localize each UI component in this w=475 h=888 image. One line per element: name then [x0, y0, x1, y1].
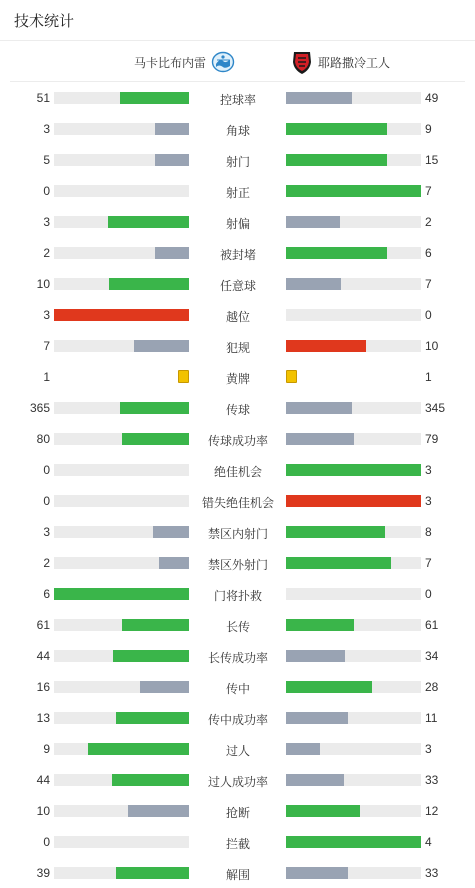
home-stat-bar: [54, 495, 189, 507]
home-stat-bar: [54, 340, 189, 352]
away-stat-bar: [286, 309, 421, 321]
away-stat-value: 3: [425, 463, 432, 477]
stat-row: [0, 268, 475, 299]
stat-row: [0, 671, 475, 702]
stat-row: [0, 423, 475, 454]
home-stat-bar-fill: [54, 588, 189, 600]
home-stat-bar: [54, 712, 189, 724]
stat-label: 过人成功率: [207, 775, 268, 789]
away-stat-bar-fill: [286, 867, 348, 879]
stat-label: 传球: [225, 403, 250, 417]
away-stat-value: 11: [425, 711, 438, 725]
away-stat-bar: [286, 495, 421, 507]
away-stat-value: 2: [425, 215, 432, 229]
home-stat-bar-fill: [159, 557, 189, 569]
home-stat-bar: [54, 154, 189, 166]
away-team[interactable]: [290, 49, 390, 75]
home-stat-value: 5: [43, 153, 50, 167]
stat-label: 解围: [225, 868, 250, 882]
stat-label: 禁区外射门: [207, 558, 268, 572]
away-stat-bar: [286, 743, 421, 755]
stat-row: [0, 733, 475, 764]
away-stat-value: 8: [425, 525, 432, 539]
stats-list: [0, 82, 475, 888]
home-stat-bar: [54, 805, 189, 817]
away-stat-value: 61: [425, 618, 439, 632]
stat-row: [0, 361, 475, 392]
home-stat-value: 2: [43, 246, 50, 260]
away-stat-value: 12: [425, 804, 439, 818]
away-stat-value: 49: [425, 91, 439, 105]
away-stat-bar-fill: [286, 650, 345, 662]
home-stat-bar-fill: [155, 123, 189, 135]
home-stat-value: 365: [29, 401, 50, 415]
away-stat-bar-fill: [286, 123, 387, 135]
stat-label: 控球率: [219, 93, 256, 107]
home-stat-bar-fill: [122, 433, 190, 445]
stat-label: 射偏: [225, 217, 250, 231]
home-stat-bar-fill: [116, 712, 189, 724]
stat-row: [0, 857, 475, 888]
away-team-name: 耶路撒冷工人: [318, 55, 391, 70]
away-stat-value: 3: [425, 494, 432, 508]
stat-row: [0, 764, 475, 795]
away-stat-bar-fill: [286, 619, 354, 631]
home-stat-value: 2: [43, 556, 50, 570]
away-stat-bar-fill: [286, 495, 421, 507]
away-stat-bar: [286, 278, 421, 290]
home-stat-bar: [54, 650, 189, 662]
away-stat-value: 3: [425, 742, 432, 756]
home-stat-value: 80: [36, 432, 50, 446]
stat-row: [0, 237, 475, 268]
stat-row: [0, 578, 475, 609]
home-stat-bar-fill: [112, 774, 189, 786]
stat-row: [0, 82, 475, 113]
stat-row: [0, 299, 475, 330]
stat-row: [0, 206, 475, 237]
stat-row: [0, 795, 475, 826]
away-stat-value: 0: [425, 587, 432, 601]
stat-label: 任意球: [219, 279, 256, 293]
stat-row: [0, 175, 475, 206]
home-stat-bar-fill: [155, 154, 189, 166]
home-stat-value: 6: [43, 587, 50, 601]
away-stat-bar: [286, 340, 421, 352]
home-stat-bar: [54, 464, 189, 476]
stat-label: 绝佳机会: [213, 465, 262, 479]
home-stat-bar-fill: [120, 92, 189, 104]
away-stat-bar-fill: [286, 433, 354, 445]
away-stat-value: 10: [425, 339, 439, 353]
home-stat-bar: [54, 402, 189, 414]
stat-row: [0, 826, 475, 857]
home-stat-bar: [54, 619, 189, 631]
stat-row: [0, 113, 475, 144]
home-stat-value: 10: [36, 277, 50, 291]
home-stat-bar: [54, 774, 189, 786]
home-stat-bar: [54, 309, 189, 321]
home-stat-value: 1: [43, 370, 50, 384]
away-stat-bar-fill: [286, 557, 391, 569]
away-stat-value: 7: [425, 184, 432, 198]
away-stat-bar: [286, 216, 421, 228]
stat-row: [0, 702, 475, 733]
away-stat-bar: [286, 433, 421, 445]
home-team[interactable]: [134, 51, 235, 73]
stat-label: 射正: [225, 186, 250, 200]
home-stat-bar: [54, 278, 189, 290]
home-stat-value: 3: [43, 215, 50, 229]
home-stat-value: 51: [36, 91, 50, 105]
away-stat-bar-fill: [286, 712, 348, 724]
away-stat-bar: [286, 247, 421, 259]
home-stat-bar-fill: [153, 526, 189, 538]
home-stat-bar-fill: [109, 278, 189, 290]
home-stat-value: 10: [36, 804, 50, 818]
away-stat-bar: [286, 867, 421, 879]
away-stat-bar: [286, 681, 421, 693]
away-stat-bar: [286, 92, 421, 104]
stat-label: 射门: [225, 155, 250, 169]
home-stat-value: 13: [36, 711, 50, 725]
away-stat-value: 6: [425, 246, 432, 260]
home-stat-bar-fill: [134, 340, 189, 352]
away-stat-bar-fill: [286, 402, 352, 414]
home-stat-value: 0: [43, 494, 50, 508]
section-title: 技术统计: [14, 12, 75, 30]
home-stat-value: 16: [36, 680, 50, 694]
home-stat-bar: [54, 433, 189, 445]
stat-label: 门将扑救: [213, 589, 262, 603]
home-stat-bar: [54, 867, 189, 879]
away-stat-value: 15: [425, 153, 439, 167]
away-stat-bar-fill: [286, 278, 341, 290]
home-team-logo-icon: [211, 51, 235, 73]
home-stat-value: 0: [43, 463, 50, 477]
away-stat-value: 33: [425, 773, 439, 787]
stat-label: 被封堵: [219, 248, 256, 262]
away-stat-bar-fill: [286, 774, 344, 786]
away-stat-bar: [286, 805, 421, 817]
home-stat-value: 7: [43, 339, 50, 353]
home-stat-value: 61: [36, 618, 50, 632]
away-stat-value: 7: [425, 556, 432, 570]
home-stat-value: 0: [43, 184, 50, 198]
home-stat-bar-fill: [128, 805, 189, 817]
away-stat-bar-fill: [286, 836, 421, 848]
stat-label: 越位: [225, 310, 250, 324]
away-stat-bar-fill: [286, 154, 387, 166]
home-stat-value: 44: [36, 773, 50, 787]
home-stat-value: 39: [36, 866, 50, 880]
home-stat-bar: [54, 743, 189, 755]
away-stat-value: 345: [425, 401, 446, 415]
away-stat-value: 0: [425, 308, 432, 322]
away-stat-bar: [286, 402, 421, 414]
stat-label: 角球: [225, 124, 250, 138]
home-stat-bar: [54, 123, 189, 135]
home-stat-bar-fill: [155, 247, 189, 259]
away-stat-bar: [286, 526, 421, 538]
stat-label: 禁区内射门: [207, 527, 268, 541]
stat-row: [0, 547, 475, 578]
away-stat-bar-fill: [286, 216, 340, 228]
home-stat-bar: [54, 247, 189, 259]
away-stat-bar-fill: [286, 464, 421, 476]
stat-row: [0, 640, 475, 671]
teams-row: [10, 41, 465, 82]
away-stat-bar: [286, 185, 421, 197]
away-stat-bar: [286, 123, 421, 135]
away-stat-bar: [286, 464, 421, 476]
stat-label: 犯规: [225, 341, 250, 355]
away-stat-value: 7: [425, 277, 432, 291]
stat-label: 抢断: [225, 806, 250, 820]
yellow-card-icon: [178, 370, 189, 383]
away-stat-bar-fill: [286, 743, 320, 755]
home-stat-bar: [54, 557, 189, 569]
away-stat-bar-fill: [286, 805, 360, 817]
away-stat-bar: [286, 154, 421, 166]
home-stat-value: 3: [43, 525, 50, 539]
away-stat-bar: [286, 588, 421, 600]
home-stat-bar-fill: [122, 619, 190, 631]
stat-label: 长传成功率: [207, 651, 268, 665]
home-stat-bar: [54, 216, 189, 228]
stat-label: 传中: [225, 682, 250, 696]
section-header: [0, 0, 475, 41]
stat-row: [0, 454, 475, 485]
away-stat-bar: [286, 836, 421, 848]
home-stat-value: 0: [43, 835, 50, 849]
home-stat-bar-fill: [108, 216, 189, 228]
away-stat-value: 28: [425, 680, 439, 694]
away-stat-bar: [286, 650, 421, 662]
away-stat-bar-fill: [286, 185, 421, 197]
home-stat-bar: [54, 588, 189, 600]
away-stat-bar-fill: [286, 340, 366, 352]
home-stat-bar-fill: [116, 867, 189, 879]
stat-label: 长传: [225, 620, 250, 634]
stat-row: [0, 516, 475, 547]
home-stat-bar: [54, 681, 189, 693]
home-stat-bar: [54, 836, 189, 848]
away-stat-bar: [286, 774, 421, 786]
stat-label: 拦截: [225, 837, 250, 851]
away-stat-value: 1: [425, 370, 432, 384]
away-stat-value: 33: [425, 866, 439, 880]
stat-label: 错失绝佳机会: [201, 496, 274, 510]
home-team-name: 马卡比布内雷: [133, 55, 206, 70]
stat-row: [0, 485, 475, 516]
away-stat-bar: [286, 619, 421, 631]
home-stat-bar-fill: [113, 650, 189, 662]
away-stat-bar-fill: [286, 247, 387, 259]
home-stat-value: 3: [43, 308, 50, 322]
away-stat-value: 79: [425, 432, 439, 446]
away-stat-bar: [286, 712, 421, 724]
home-stat-bar: [54, 185, 189, 197]
home-stat-value: 44: [36, 649, 50, 663]
home-stat-bar-fill: [54, 309, 189, 321]
stat-row: [0, 392, 475, 423]
away-team-logo-icon: [290, 49, 314, 75]
away-stat-value: 9: [425, 122, 432, 136]
away-stat-bar-fill: [286, 681, 372, 693]
home-stat-value: 9: [43, 742, 50, 756]
away-stat-value: 4: [425, 835, 432, 849]
stat-label: 黄牌: [225, 372, 250, 386]
home-stat-bar-fill: [88, 743, 189, 755]
away-stat-value: 34: [425, 649, 439, 663]
yellow-card-icon: [286, 370, 297, 383]
away-stat-bar: [286, 557, 421, 569]
away-stat-bar-fill: [286, 526, 385, 538]
home-stat-value: 3: [43, 122, 50, 136]
home-stat-bar: [54, 92, 189, 104]
away-stat-bar-fill: [286, 92, 352, 104]
home-stat-bar: [54, 526, 189, 538]
stat-row: [0, 144, 475, 175]
stat-label: 传中成功率: [207, 713, 268, 727]
home-stat-bar-fill: [120, 402, 189, 414]
stat-row: [0, 609, 475, 640]
stat-label: 传球成功率: [207, 434, 268, 448]
home-stat-bar-fill: [140, 681, 189, 693]
stat-label: 过人: [225, 744, 250, 758]
stat-row: [0, 330, 475, 361]
